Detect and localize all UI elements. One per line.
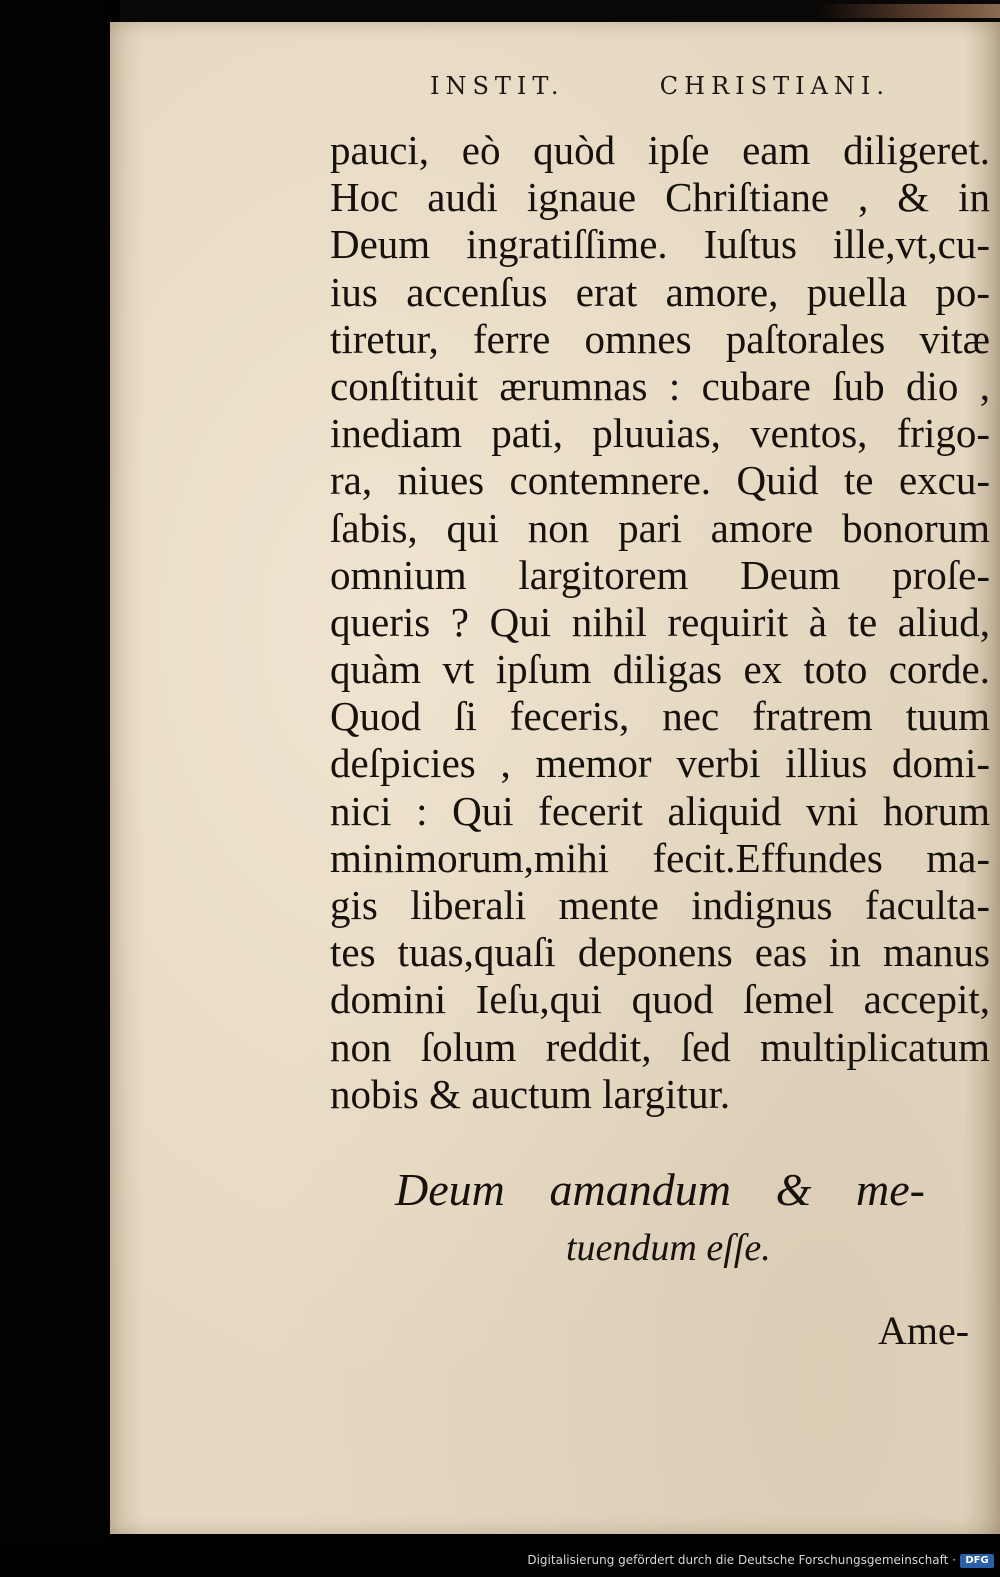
text-line: Quod ſi feceris, nec fratrem tuum <box>330 693 990 740</box>
text-line: gis liberali mente indignus faculta- <box>330 882 990 928</box>
text-line: quàm vt ipſum diligas ex toto corde. <box>330 646 990 693</box>
text-line: queris ? Qui nihil requirit à te aliud, <box>330 598 990 645</box>
text-line: Deum ingratiſſime. Iuſtus ille,vt,cu- <box>330 221 990 268</box>
text-line: ſabis, qui non pari amore bonorum <box>330 504 990 551</box>
text-line: conſtituit ærumnas : cubare ſub dio , <box>330 362 990 409</box>
text-line: inediam pati, pluuias, ventos, frigo- <box>330 410 990 457</box>
running-head <box>430 72 890 106</box>
running-head-left: INSTIT. <box>430 72 565 100</box>
body-text <box>330 127 990 1118</box>
text-line: non ſolum reddit, ſed multiplicatum <box>330 1023 990 1070</box>
text-line: Hoc audi ignaue Chriſtiane , & in <box>330 174 990 221</box>
text-line: tes tuas,quaſi deponens eas in manus <box>330 929 990 976</box>
running-head-right: CHRISTIANI. <box>659 72 890 100</box>
funding-credit: Digitalisierung gefördert durch die Deutsche Forschungsgemeinschaft · <box>527 1553 956 1567</box>
text-line: tiretur, ferre omnes paſtorales vitæ <box>330 315 990 362</box>
text-line: deſpicies , memor verbi illius domi- <box>330 740 990 787</box>
text-line: pauci, eò quòd ipſe eam diligeret. <box>330 127 990 173</box>
text-line: nobis & auctum largitur. <box>330 1070 731 1117</box>
text-line: nici : Qui fecerit aliquid vni horum <box>330 787 990 834</box>
dfg-logo: DFG <box>960 1554 994 1568</box>
facing-page-shadow <box>0 0 110 1577</box>
binding-edge <box>820 4 1000 18</box>
text-line: ius accenſus erat amore, puella po- <box>330 268 990 315</box>
catchword: Ame- <box>878 1308 970 1353</box>
text-line: domini Ieſu,qui quod ſemel accepit, <box>330 976 990 1023</box>
section-heading-continuation: tuendum eſſe. <box>566 1227 771 1269</box>
text-line: omnium largitorem Deum proſe- <box>330 551 990 598</box>
text-line: minimorum,mihi fecit.Effundes ma- <box>330 834 990 881</box>
text-line: ra, niues contemnere. Quid te excu- <box>330 457 990 504</box>
section-heading: Deum amandum & me- <box>395 1164 925 1215</box>
